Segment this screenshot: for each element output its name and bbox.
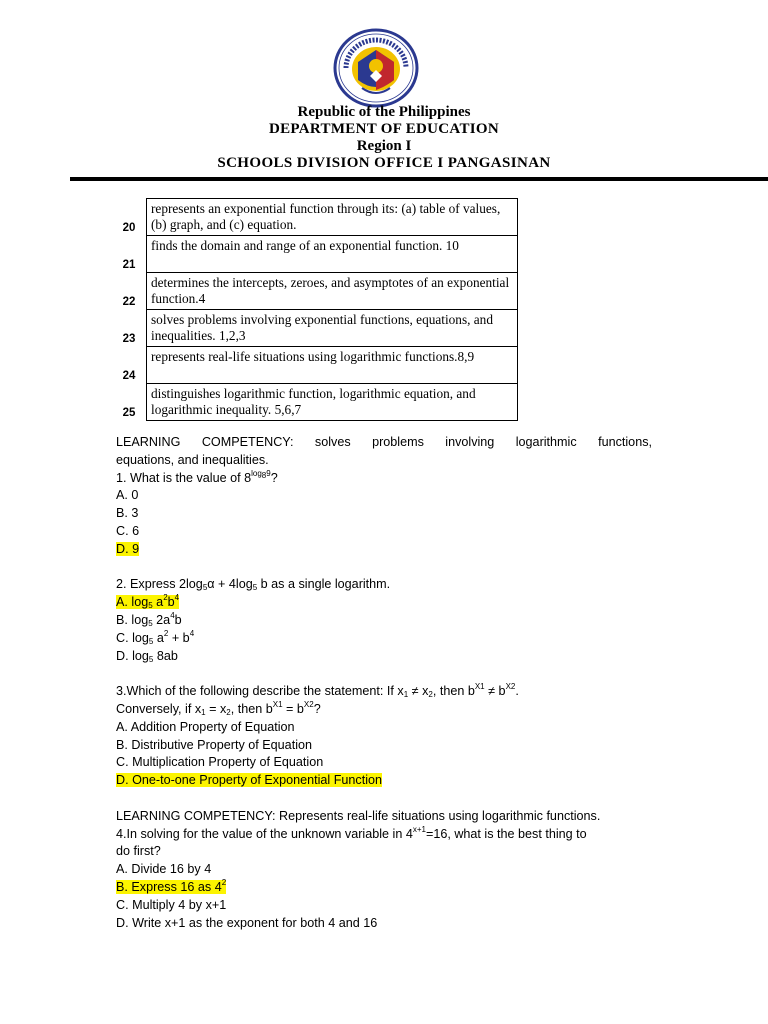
deped-seal-logo xyxy=(332,28,420,108)
q3-option-c: C. Multiplication Property of Equation xyxy=(116,755,324,770)
table-row xyxy=(112,236,518,273)
competency-heading: LEARNING COMPETENCY: solves problems involving logarithmic functions, xyxy=(116,435,652,449)
q3-option-d-answer: D. One-to-one Property of Exponential Function xyxy=(116,773,383,788)
q2-option-a-answer: A. $\log_5 a^2b^4$ xyxy=(116,593,180,611)
q2-option-c: C. $\log_5 a^2 + b^4$ xyxy=(116,628,195,646)
competency-text: represents real-life situations using logarithmic functions.8,9 xyxy=(147,347,518,384)
question-3-stem-cont: Conversely, if $x_1 = x_2$, then $b^{X1} = b^{X2}$? xyxy=(116,699,321,717)
header-divider xyxy=(70,177,768,181)
competency-heading-cont: equations, and inequalities. xyxy=(116,452,269,467)
question-4-stem: 4.In solving for the value of the unknown variable in $4^{x+1}=16$, what is the best thing to xyxy=(116,824,587,841)
competency-heading-2: LEARNING COMPETENCY: Represents real-life situations using logarithmic functions. xyxy=(116,808,601,823)
table-row xyxy=(112,384,518,421)
question-1-stem: 1. What is the value of $8^{log_89}$? xyxy=(116,468,278,485)
header-republic: Republic of the Philippines xyxy=(297,104,471,120)
table-row xyxy=(112,199,518,236)
header-region: Region I xyxy=(356,138,412,154)
item-number: 21 xyxy=(122,258,136,271)
header-department: DEPARTMENT OF EDUCATION xyxy=(269,121,499,137)
q4-option-d: D. Write x+1 as the exponent for both 4 and 16 xyxy=(116,915,378,930)
spacer xyxy=(116,790,652,808)
item-number: 23 xyxy=(122,332,136,345)
q2-option-b: B. $\log_5 2a^4b$ xyxy=(116,610,182,628)
spacer xyxy=(116,665,652,683)
q1-option-b: B. 3 xyxy=(116,506,139,521)
item-number: 22 xyxy=(122,295,136,308)
question-2-stem: 2. Express $2\log_5\alpha + 4\log_5$ b as a single logarithm. xyxy=(116,577,391,593)
q2-option-d: D. $\log_5 8ab$ xyxy=(116,648,178,664)
table-row xyxy=(112,310,518,347)
competency-text: represents an exponential function through its: (a) table of values, (b) graph, and (c) equation. xyxy=(147,199,518,236)
question-4-stem-cont: do first? xyxy=(116,844,161,859)
competency-text: determines the intercepts, zeroes, and asymptotes of an exponential function.4 xyxy=(147,273,518,310)
competency-text: solves problems involving exponential functions, equations, and inequalities. 1,2,3 xyxy=(147,310,518,347)
q4-option-a: A. Divide 16 by 4 xyxy=(116,862,212,877)
question-3-stem: 3.Which of the following describe the statement: If $x_1 \ne x_2$, then $b^{X1} \ne b^{X2}$. xyxy=(116,682,519,700)
q4-option-b-answer: B. Express 16 as $4^2$ xyxy=(116,877,227,894)
competency-text: distinguishes logarithmic function, logarithmic equation, and logarithmic inequality. 5,6,7 xyxy=(147,384,518,421)
section-1 xyxy=(116,434,652,932)
item-number: 24 xyxy=(122,369,136,382)
q1-option-a: A. 0 xyxy=(116,488,139,503)
item-number: 25 xyxy=(122,406,136,419)
competency-text: finds the domain and range of an exponential function. 10 xyxy=(147,236,518,273)
header-division: SCHOOLS DIVISION OFFICE I PANGASINAN xyxy=(217,155,551,171)
table-row xyxy=(112,347,518,384)
q3-option-b: B. Distributive Property of Equation xyxy=(116,737,312,752)
competency-table xyxy=(112,198,518,421)
q1-option-c: C. 6 xyxy=(116,523,140,538)
q1-option-d-answer: D. 9 xyxy=(116,541,140,556)
item-number: 20 xyxy=(122,221,136,234)
table-row xyxy=(112,273,518,310)
q4-option-c: C. Multiply 4 by x+1 xyxy=(116,897,227,912)
q3-option-a: A. Addition Property of Equation xyxy=(116,719,295,734)
spacer xyxy=(116,559,652,577)
